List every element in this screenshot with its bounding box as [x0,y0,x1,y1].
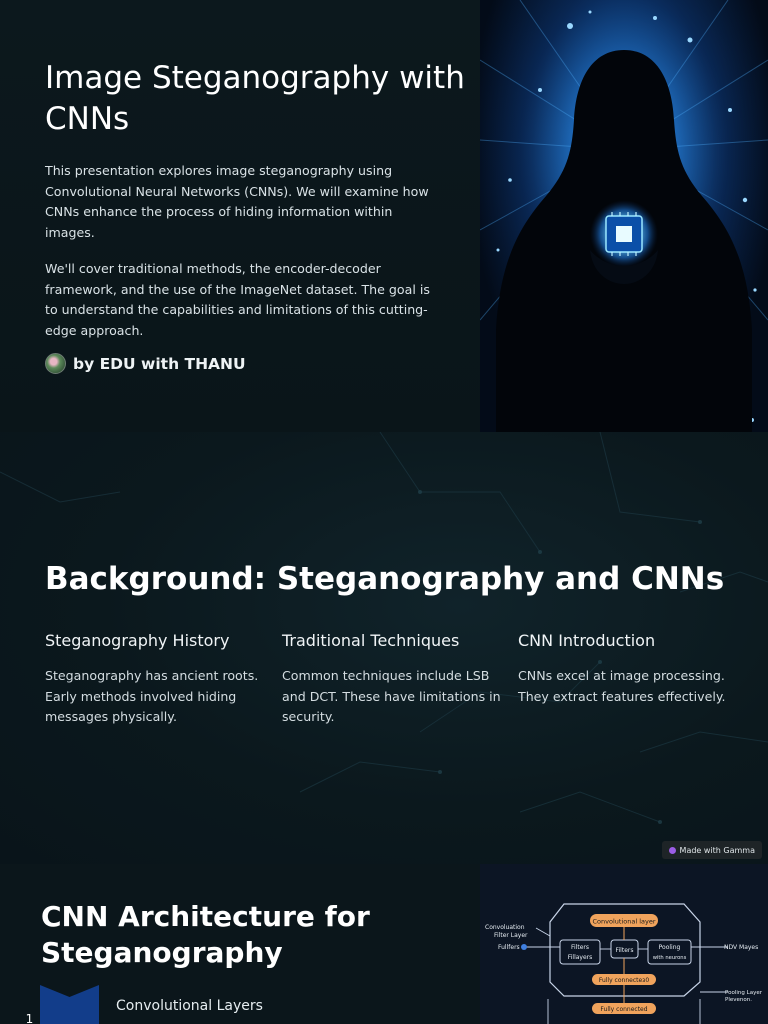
architecture-slide [0,864,768,1024]
cnn-intro-column [518,630,738,707]
pooling-layer-label: Pooling Layer [725,990,762,996]
architecture-title: CNN Architecture for Steganography [41,900,370,969]
gamma-badge-label: Made with Gamma [679,845,755,855]
history-column [45,630,265,728]
section-title: Background: Steganography and CNNs [45,561,725,597]
ndv-mayes-label: NDV Mayes [724,944,759,951]
fillayers-label: Fillayers [567,954,593,961]
pooling-label: Pooling [658,944,681,951]
title-slide-text-panel [0,0,480,432]
intro-paragraph: This presentation explores image steganography using Convolutional Neural Networks (CNNs). We will examine how CNNs enhance the process of hiding information within images. [45,163,429,240]
avatar [45,353,66,374]
column-text: CNNs excel at image processing. They extract features effectively. [518,668,726,704]
filter-layer-label: Filter Layer [494,932,528,939]
conv-layer-label: Convolutional layer [592,917,656,926]
neurons-label: with neurons [652,955,687,961]
fully-connected-2-label: Fully connected [600,1006,648,1013]
hooded-figure-image [480,0,768,432]
column-heading: CNN Introduction [518,631,656,650]
architecture-diagram-svg [480,864,768,1024]
background-slide [0,432,768,864]
convolution-label: Convoluation [485,924,525,931]
plevenon-label: Plevenon. [725,997,752,1003]
fullfers-label: Fullfers [498,944,520,951]
made-with-gamma-badge[interactable] [662,841,762,859]
techniques-column [282,630,502,728]
filters-label: Filters [571,944,589,951]
overview-paragraph: We'll cover traditional methods, the encoder-decoder framework, and the use of the ImageNet dataset. The goal is to understand the capabilities and limitations of this cutting-edge approach. [45,261,430,338]
hacker-illustration [480,0,768,432]
slide-title: Image Steganography with CNNs [45,60,465,137]
step-number: 1 [25,1012,34,1024]
cnn-architecture-diagram [480,864,768,1024]
author-line [45,353,246,374]
gamma-logo-icon [669,847,676,854]
fully-connected-1-label: Fully connecteз0 [598,977,650,984]
step-label: Convolutional Layers [116,998,263,1014]
author-name: by EDU with THANU [73,354,246,373]
title-slide [0,0,768,432]
column-heading: Steganography History [45,631,230,650]
column-heading: Traditional Techniques [282,631,460,650]
filters-box-label: Filters [615,947,634,954]
column-text: Steganography has ancient roots. Early methods involved hiding messages physically. [45,668,259,725]
node-icon [521,944,527,950]
column-text: Common techniques include LSB and DCT. These have limitations in security. [282,668,501,725]
